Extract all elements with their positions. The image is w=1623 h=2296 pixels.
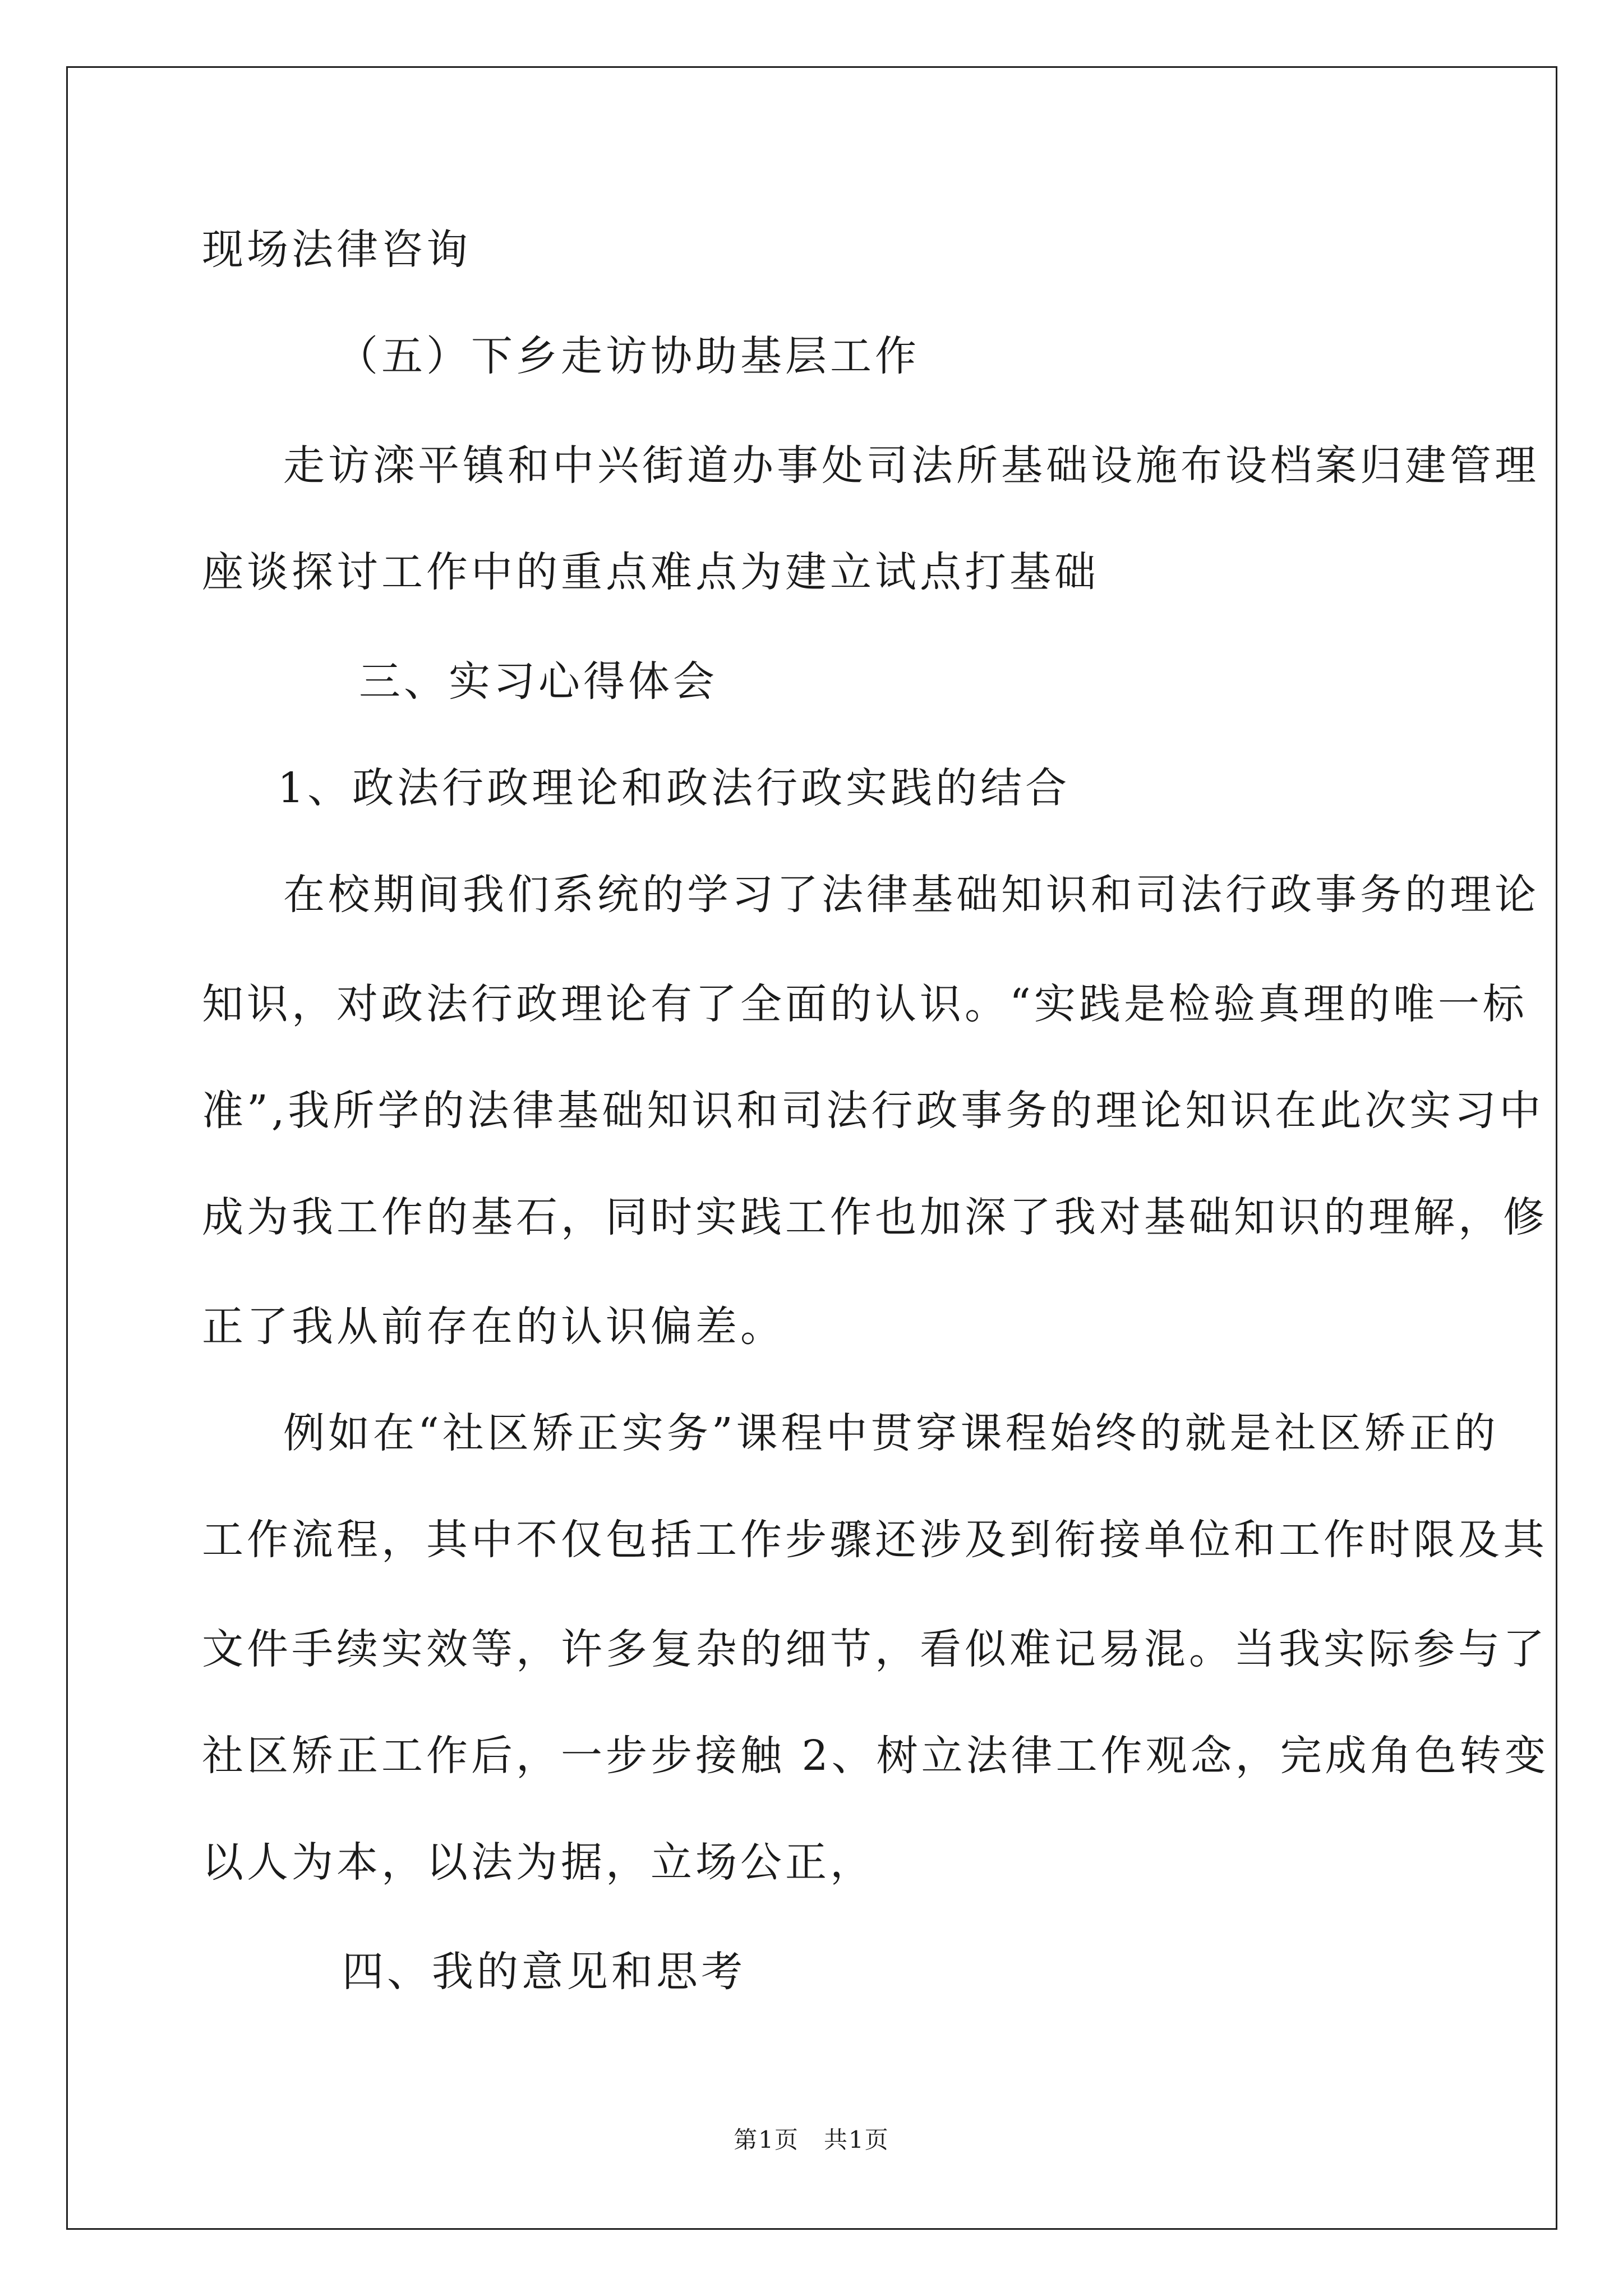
- section-heading: 三、实习心得体会: [359, 657, 718, 706]
- page-border: [66, 66, 1557, 2230]
- page-footer: 第1页 共1页: [734, 2126, 889, 2154]
- section-heading: （五）下乡走访协助基层工作: [336, 332, 920, 380]
- text-line: 座谈探讨工作中的重点难点为建立试点打基础: [202, 548, 1099, 596]
- text-line: 现场法律咨询: [202, 226, 471, 274]
- text-line: 以人为本，以法为据，立场公正，: [202, 1838, 875, 1887]
- text-line: 正了我从前存在的认识偏差。: [202, 1303, 785, 1351]
- text-line: 例如在“社区矫正实务”课程中贯穿课程始终的就是社区矫正的: [283, 1409, 1499, 1457]
- text-line: 成为我工作的基石，同时实践工作也加深了我对基础知识的理解，修: [202, 1193, 1548, 1241]
- text-line: 社区矫正工作后，一步步接触 2、树立法律工作观念，完成角色转变: [202, 1732, 1550, 1780]
- text-line: 准”,我所学的法律基础知识和司法行政事务的理论知识在此次实习中: [202, 1087, 1544, 1135]
- text-line: 知识，对政法行政理论有了全面的认识。“实践是检验真理的唯一标: [202, 980, 1528, 1028]
- section-heading: 四、我的意见和思考: [342, 1948, 746, 1996]
- text-line: 工作流程，其中不仅包括工作步骤还涉及到衔接单位和工作时限及其: [202, 1516, 1548, 1564]
- text-line: 文件手续实效等，许多复杂的细节，看似难记易混。当我实际参与了: [202, 1625, 1548, 1673]
- text-line: 在校期间我们系统的学习了法律基础知识和司法行政事务的理论: [283, 871, 1539, 919]
- text-line: 走访滦平镇和中兴街道办事处司法所基础设施布设档案归建管理: [283, 441, 1539, 490]
- subsection-heading: 1、政法行政理论和政法行政实践的结合: [278, 764, 1071, 812]
